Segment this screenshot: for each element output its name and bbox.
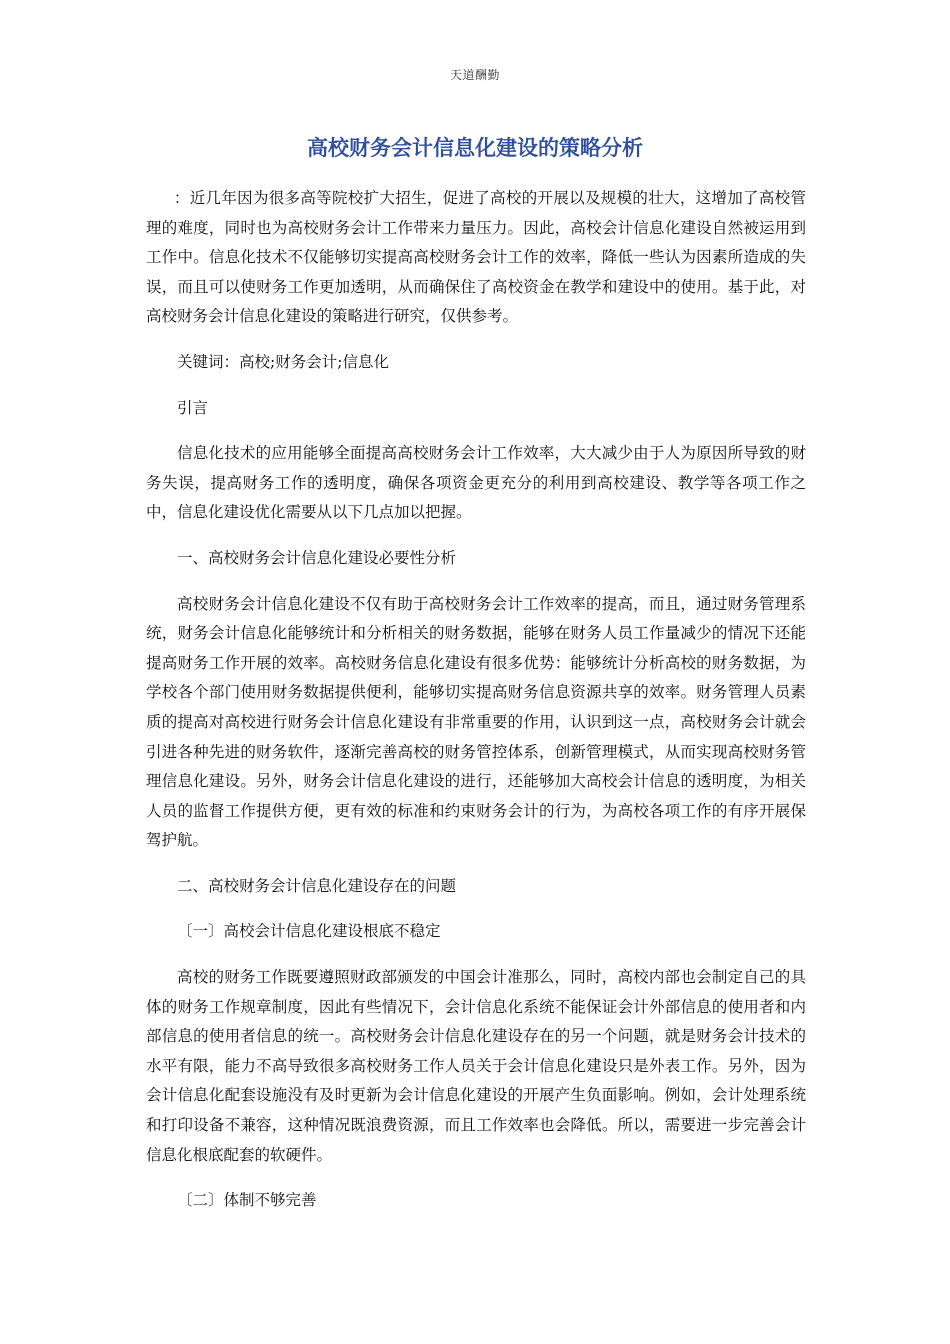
- document-body: [146, 184, 806, 1216]
- section-heading-2: 二、高校财务会计信息化建设存在的问题: [177, 876, 457, 895]
- keywords-line: 关键词：高校;财务会计;信息化: [177, 352, 389, 371]
- document-title: 高校财务会计信息化建设的策略分析: [307, 136, 643, 160]
- section-heading-1: 一、高校财务会计信息化建设必要性分析: [177, 548, 457, 567]
- abstract-paragraph: ：近几年因为很多高等院校扩大招生，促进了高校的开展以及规模的壮大，这增加了高校管理的难度，同时也为高校财务会计工作带来力量压力。因此，高校会计信息化建设自然被运用到工作中。信息化技术不仅能够切实提高高校财务会计工作的效率，降低一些认为因素所造成的失误，而且可以使财务工作更加透明，从而确保住了高校资金在教学和建设中的使用。基于此，对高校财务会计信息化建设的策略进行研究，仅供参考。: [146, 189, 806, 326]
- body-paragraph: 信息化技术的应用能够全面提高高校财务会计工作效率，大大减少由于人为原因所导致的财务失误，提高财务工作的透明度，确保各项资金更充分的利用到高校建设、教学等各项工作之中，信息化建设优化需要从以下几点加以把握。: [146, 444, 806, 522]
- page-header: 天道酬勤: [449, 68, 500, 82]
- subsection-heading-2-2: 〔二〕体制不够完善: [177, 1191, 317, 1210]
- section-heading-introduction: 引言: [177, 398, 209, 417]
- subsection-heading-2-1: 〔一〕高校会计信息化建设根底不稳定: [177, 922, 441, 941]
- body-paragraph: 高校财务会计信息化建设不仅有助于高校财务会计工作效率的提高，而且，通过财务管理系统，财务会计信息化能够统计和分析相关的财务数据，能够在财务人员工作量减少的情况下还能提高财务工作开展的效率。高校财务信息化建设有很多优势：能够统计分析高校的财务数据，为学校各个部门使用财务数据提供便利，能够切实提高财务信息资源共享的效率。财务管理人员素质的提高对高校进行财务会计信息化建设有非常重要的作用，认识到这一点，高校财务会计就会引进各种先进的财务软件，逐渐完善高校的财务管控体系，创新管理模式，从而实现高校财务管理信息化建设。另外，财务会计信息化建设的进行，还能够加大高校会计信息的透明度，为相关人员的监督工作提供方便，更有效的标准和约束财务会计的行为，为高校各项工作的有序开展保驾护航。: [146, 594, 806, 850]
- body-paragraph: 高校的财务工作既要遵照财政部颁发的中国会计准那么，同时，高校内部也会制定自己的具体的财务工作规章制度，因此有些情况下，会计信息化系统不能保证会计外部信息的使用者和内部信息的使用者信息的统一。高校财务会计信息化建设存在的另一个问题，就是财务会计技术的水平有限，能力不高导致很多高校财务工作人员关于会计信息化建设只是外表工作。另外，因为会计信息化配套设施没有及时更新为会计信息化建设的开展产生负面影响。例如，会计处理系统和打印设备不兼容，这种情况既浪费资源，而且工作效率也会降低。所以，需要进一步完善会计信息化根底配套的软硬件。: [146, 968, 806, 1164]
